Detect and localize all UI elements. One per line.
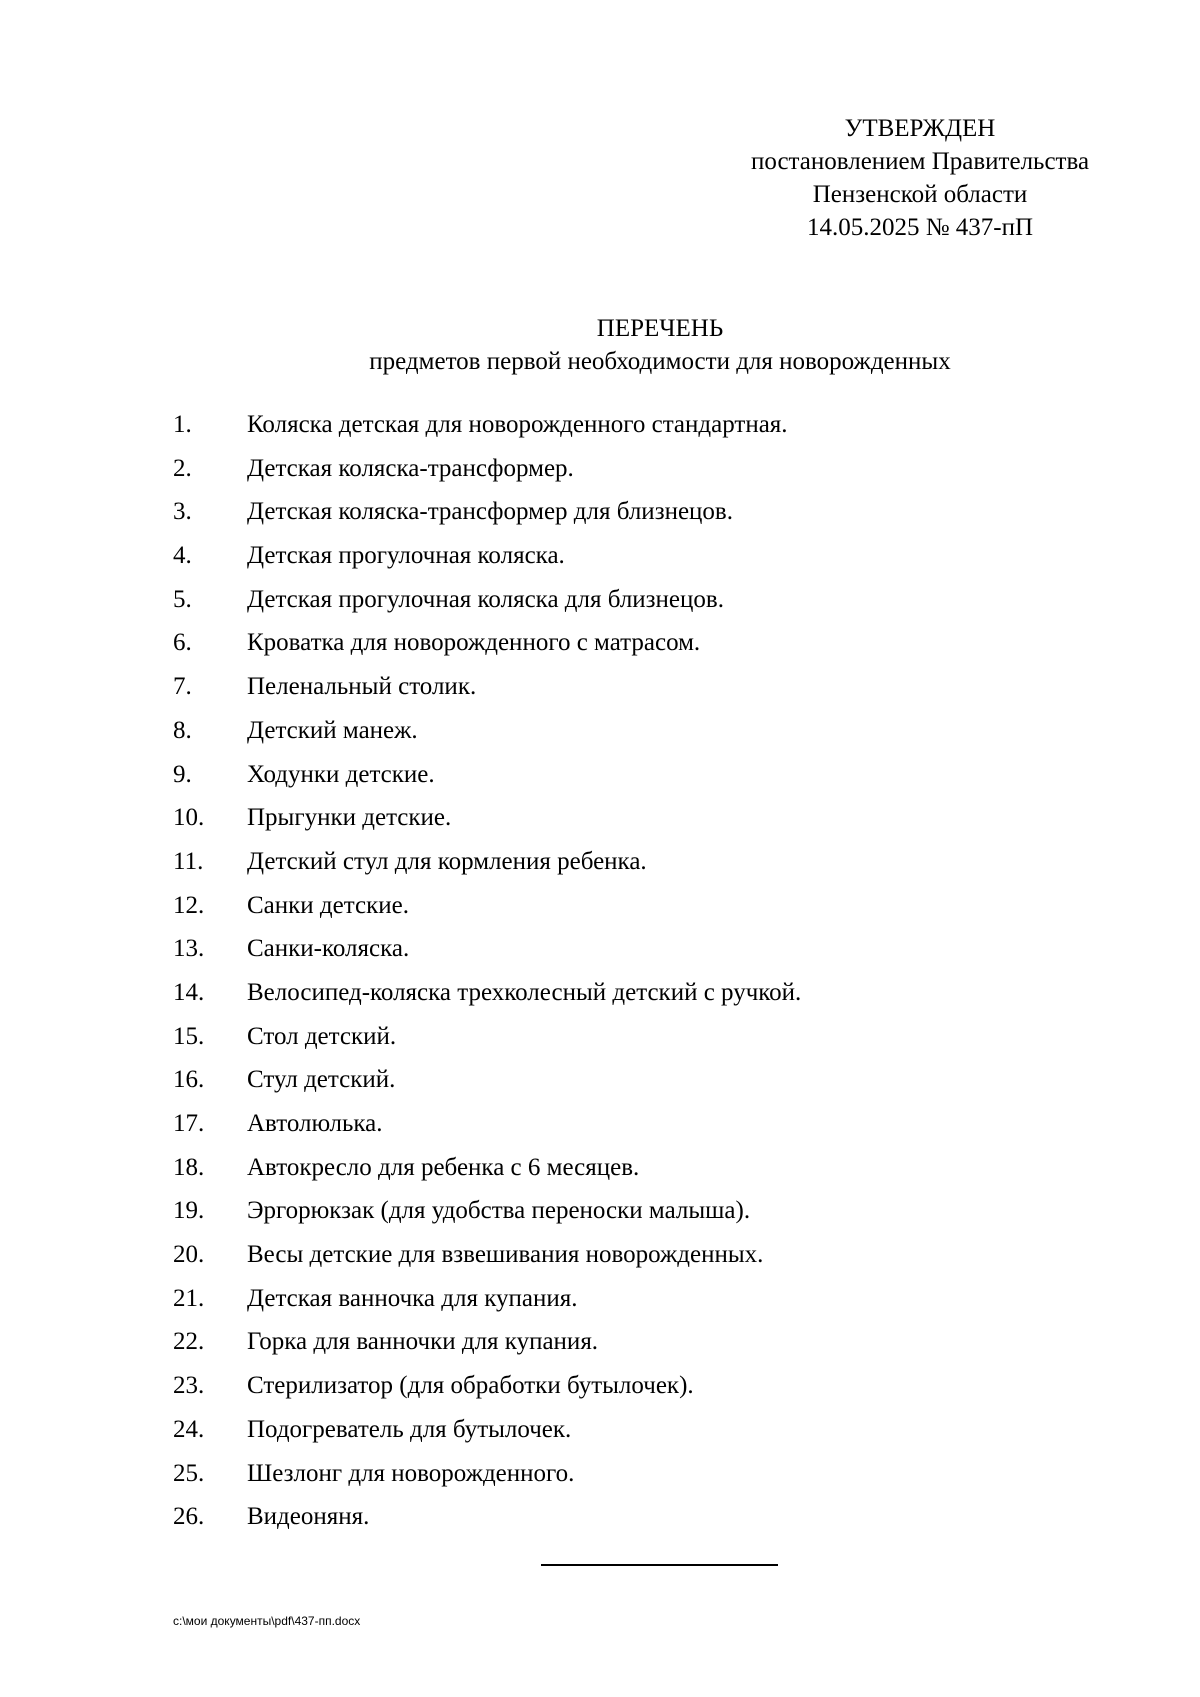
list-item-number: 22.	[173, 1328, 205, 1356]
list-item	[173, 1153, 801, 1197]
list-item-text: Детский манеж.	[247, 716, 418, 744]
list-item-text: Видеоняня.	[247, 1503, 370, 1531]
list-item-text: Эргорюкзак (для удобства переноски малыша).	[247, 1197, 751, 1225]
list-item-number: 2.	[173, 454, 192, 482]
document-subtitle: предметов первой необходимости для новорожденных	[369, 348, 951, 375]
list-item-number: 16.	[173, 1066, 205, 1094]
list-item-text: Стол детский.	[247, 1022, 397, 1050]
list-item-text: Шезлонг для новорожденного.	[247, 1459, 575, 1487]
list-item-number: 15.	[173, 1022, 205, 1050]
list-item-number: 24.	[173, 1415, 205, 1443]
list-item-text: Прыгунки детские.	[247, 804, 452, 832]
document-heading	[0, 312, 1200, 378]
list-item-number: 21.	[173, 1284, 205, 1312]
list-item-number: 8.	[173, 716, 192, 744]
approval-region: Пензенской области	[812, 181, 1028, 208]
list-item-text: Санки детские.	[247, 891, 409, 919]
list-item-number: 20.	[173, 1241, 205, 1269]
list-item-text: Кроватка для новорожденного с матрасом.	[247, 629, 701, 657]
list-item-text: Детская прогулочная коляска для близнецов.	[247, 585, 724, 613]
list-item	[173, 1327, 801, 1371]
list-item-text: Стерилизатор (для обработки бутылочек).	[247, 1372, 694, 1400]
approval-basis: постановлением Правительства	[750, 148, 1090, 175]
list-item-text: Весы детские для взвешивания новорожденных.	[247, 1241, 764, 1269]
list-item	[173, 803, 801, 847]
list-item	[173, 978, 801, 1022]
list-item-number: 19.	[173, 1197, 205, 1225]
list-item	[173, 628, 801, 672]
approval-decree: 14.05.2025 № 437-пП	[806, 214, 1034, 241]
list-item-number: 12.	[173, 891, 205, 919]
list-item-text: Детская коляска-трансформер.	[247, 454, 574, 482]
list-item-text: Детская прогулочная коляска.	[247, 542, 565, 570]
list-item	[173, 891, 801, 935]
list-item-number: 10.	[173, 804, 205, 832]
list-item	[173, 716, 801, 760]
list-item-number: 23.	[173, 1372, 205, 1400]
list-item	[173, 760, 801, 804]
approval-block	[730, 112, 1110, 244]
items-list	[173, 410, 801, 1546]
list-item	[173, 1240, 801, 1284]
list-item-text: Ходунки детские.	[247, 760, 435, 788]
list-item-number: 17.	[173, 1110, 205, 1137]
list-item-text: Автолюлька.	[247, 1110, 383, 1137]
list-item-text: Велосипед-коляска трехколесный детский с ручкой.	[247, 978, 802, 1006]
list-item	[173, 672, 801, 716]
list-item-number: 13.	[173, 935, 205, 963]
list-item-number: 11.	[173, 847, 204, 875]
closing-rule	[541, 1564, 778, 1566]
list-item	[173, 1284, 801, 1328]
list-item-text: Стул детский.	[247, 1066, 396, 1094]
list-item-text: Горка для ванночки для купания.	[247, 1328, 599, 1356]
list-item	[173, 847, 801, 891]
list-item-number: 4.	[173, 542, 192, 570]
list-item-number: 6.	[173, 629, 192, 657]
list-item-text: Автокресло для ребенка с 6 месяцев.	[247, 1153, 640, 1181]
list-item	[173, 934, 801, 978]
approval-status: УТВЕРЖДЕН	[844, 115, 996, 142]
list-item	[173, 1502, 801, 1546]
list-item-text: Пеленальный столик.	[247, 673, 477, 701]
list-item-number: 25.	[173, 1459, 205, 1487]
list-item	[173, 1109, 801, 1153]
list-item-text: Подогреватель для бутылочек.	[247, 1415, 572, 1443]
list-item-number: 5.	[173, 585, 192, 613]
list-item	[173, 1022, 801, 1066]
list-item	[173, 454, 801, 498]
list-item	[173, 410, 801, 454]
list-item-text: Детский стул для кормления ребенка.	[247, 847, 647, 875]
list-item-number: 3.	[173, 498, 192, 526]
list-item-number: 9.	[173, 760, 192, 788]
list-item-number: 1.	[173, 411, 192, 438]
list-item	[173, 1196, 801, 1240]
file-path: c:\мои документы\pdf\437-пп.docx	[173, 1614, 361, 1628]
list-item	[173, 1415, 801, 1459]
list-item-text: Санки-коляска.	[247, 935, 410, 963]
list-item-text: Детская коляска-трансформер для близнецов.	[247, 498, 733, 526]
list-item-text: Коляска детская для новорожденного стандартная.	[247, 411, 788, 438]
list-item	[173, 585, 801, 629]
list-item-number: 26.	[173, 1503, 205, 1531]
list-item	[173, 1371, 801, 1415]
list-item-number: 18.	[173, 1153, 205, 1181]
list-item-text: Детская ванночка для купания.	[247, 1284, 578, 1312]
list-item	[173, 497, 801, 541]
list-item	[173, 541, 801, 585]
document-title: ПЕРЕЧЕНЬ	[596, 315, 724, 342]
list-item-number: 14.	[173, 978, 205, 1006]
list-item-number: 7.	[173, 673, 192, 701]
list-item	[173, 1065, 801, 1109]
list-item	[173, 1459, 801, 1503]
